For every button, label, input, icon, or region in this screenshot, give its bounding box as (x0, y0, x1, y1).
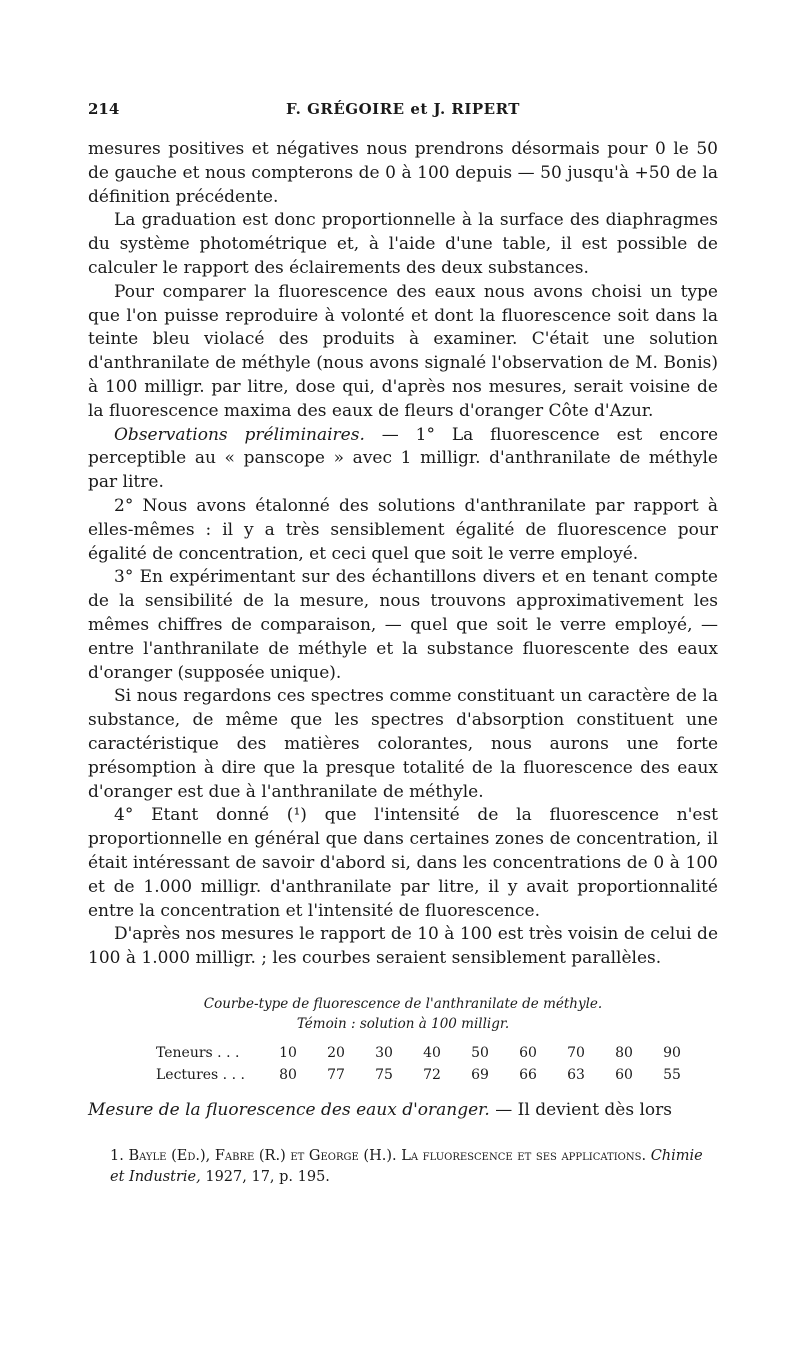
table-cell: 40 (423, 1045, 441, 1061)
footnote-text: Bayle (Ed.), Fabre (R.) et George (H.). La fluorescence et ses applications. (128, 1148, 647, 1164)
table-cell: 66 (519, 1067, 537, 1083)
table-cell: 55 (663, 1067, 681, 1083)
table-cell: 30 (375, 1045, 393, 1061)
paragraph-4-text: — 1° La fluorescence est encore perceptible au « panscope » avec 1 milligr. d'anthranilate de méthyle par litre. (88, 424, 719, 493)
paragraph-9: D'après nos mesures le rapport de 10 à 100 est très voisin de celui de 100 à 1.000 milligr. ; les courbes seraient sensiblement parallèles. (88, 924, 718, 969)
table-cell: 77 (327, 1067, 345, 1083)
section-title-mesure: Mesure de la fluorescence des eaux d'oranger. (88, 1100, 490, 1120)
table-cell: 80 (279, 1067, 297, 1083)
footnote-journal: Chimie et Industrie, (110, 1148, 703, 1185)
fluorescence-table (156, 1042, 696, 1086)
table-caption-subtitle: Témoin : solution à 100 milligr. (296, 1016, 510, 1032)
page-number: 214 (88, 100, 120, 118)
paragraph-8: 4° Etant donné (¹) que l'intensité de la fluorescence n'est proportionnelle en général que dans certaines zones de concentration, il était intéressant de savoir d'abord si, dans les concentrations de 0 à 100 et de 1.000 milligr. d'anthranilate par litre, il y avait proportionnalité entre la concentration et l'intensité de fluorescence. (88, 805, 718, 921)
table-cell: 10 (279, 1045, 297, 1061)
paragraph-7: Si nous regardons ces spectres comme constituant un caractère de la substance, de même que les spectres d'absorption constituent une caractéristique des matières colorantes, nous aurons une forte présomption à dire que la presque totalité de la fluorescence des eaux d'oranger est due à l'anthranilate de méthyle. (88, 686, 718, 802)
footnote-number: 1. (110, 1148, 124, 1164)
paragraph-5: 2° Nous avons étalonné des solutions d'anthranilate par rapport à elles-mêmes : il y a très sensiblement égalité de fluorescence pour égalité de concentration, et ceci quel que soit le verre employé. (88, 495, 718, 564)
paragraph-3: Pour comparer la fluorescence des eaux nous avons choisi un type que l'on puisse reproduire à volonté et dont la fluorescence soit dans la teinte bleu violacé des produits à examiner. C'était une solution d'anthranilate de méthyle (nous avons signalé l'observation de M. Bonis) à 100 milligr. par litre, dose qui, d'après nos mesures, serait voisine de la fluorescence maxima des eaux de fleurs d'oranger Côte d'Azur. (88, 281, 718, 421)
running-head-authors: F. GRÉGOIRE et J. RIPERT (286, 100, 520, 118)
footnote-ref: 1927, 17, p. 195. (205, 1169, 330, 1185)
table-cell: 20 (327, 1045, 345, 1061)
table-cell: 90 (663, 1045, 681, 1061)
row-label-teneurs: Teneurs . . . (156, 1045, 240, 1061)
table-cell: 70 (567, 1045, 585, 1061)
section-mesure-text: — Il devient dès lors (495, 1100, 673, 1120)
section-mesure (88, 1098, 718, 1122)
body-text (88, 138, 718, 971)
table-cell: 75 (375, 1067, 393, 1083)
section-title-observations: Observations préliminaires. (114, 424, 365, 445)
table-cell: 60 (615, 1067, 633, 1083)
table-caption-title: Courbe-type de fluorescence de l'anthranilate de méthyle. (203, 996, 603, 1012)
table-cell: 63 (567, 1067, 585, 1083)
table-cell: 60 (519, 1045, 537, 1061)
table-cell: 50 (471, 1045, 489, 1061)
table-cell: 72 (423, 1067, 441, 1083)
paragraph-1: mesures positives et négatives nous prendrons désormais pour 0 le 50 de gauche et nous compterons de 0 à 100 depuis — 50 jusqu'à +50 de la définition précédente. (88, 139, 718, 207)
table-caption (88, 994, 718, 1034)
row-label-lectures: Lectures . . . (156, 1067, 245, 1083)
table-cell: 69 (471, 1067, 489, 1083)
footnote (110, 1146, 720, 1188)
table-row-lectures (156, 1064, 696, 1086)
running-header (88, 100, 718, 124)
paragraph-4 (88, 424, 718, 495)
paragraph-2: La graduation est donc proportionnelle à la surface des diaphragmes du système photométrique et, à l'aide d'une table, il est possible de calculer le rapport des éclairements des deux substances. (88, 210, 718, 278)
table-row-teneurs (156, 1042, 696, 1064)
table-cell: 80 (615, 1045, 633, 1061)
paragraph-6: 3° En expérimentant sur des échantillons divers et en tenant compte de la sensibilité de la mesure, nous trouvons approximativement les mêmes chiffres de comparaison, — quel que soit le verre employé, — entre l'anthranilate de méthyle et la substance fluorescente des eaux d'oranger (supposée unique). (88, 567, 718, 683)
